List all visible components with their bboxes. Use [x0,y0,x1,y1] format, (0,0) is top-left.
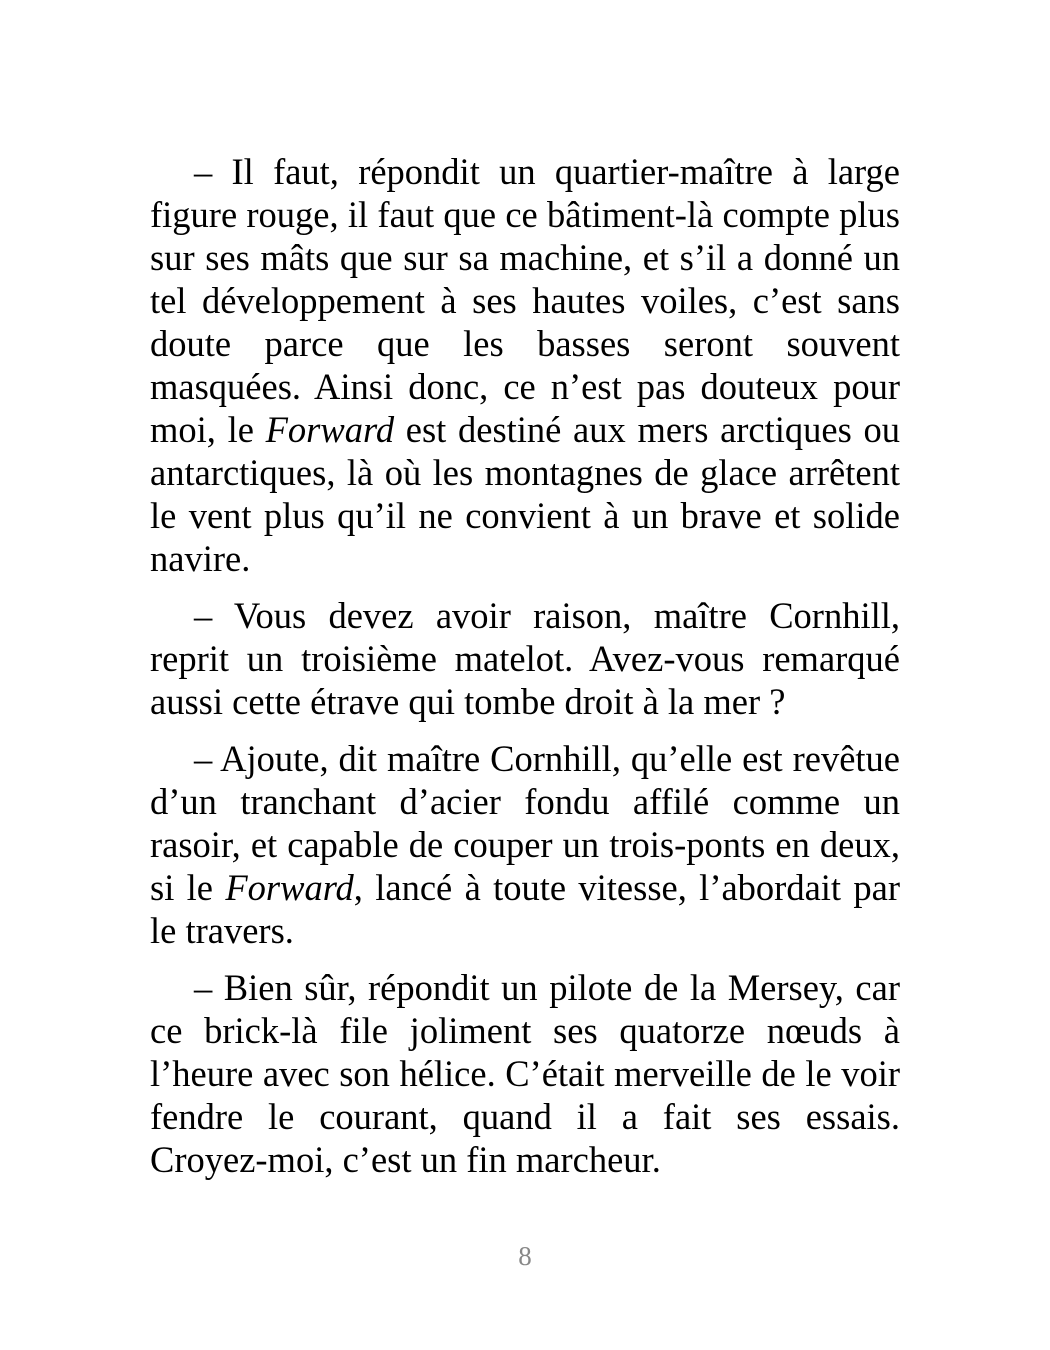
body-text [150,150,900,1181]
ship-name: Forward [225,867,354,908]
paragraph-text: – Bien sûr, répondit un pilote de la Mersey, car ce brick-là file joliment ses quatorze nœuds à l’heure avec son hélice. C’était merveille de le voir fendre le courant, quand il a fait ses essais. Croyez-moi, c’est un fin marcheur. [150,967,900,1180]
paragraph-text: est destiné aux mers arctiques ou antarctiques, là où les montagnes de glace arrêtent le vent plus qu’il ne convient à un brave et solide navire. [150,409,901,579]
paragraph [150,737,900,952]
paragraph-text: – Il faut, répondit un quartier-maître à large figure rouge, il faut que ce bâtiment-là compte plus sur ses mâts que sur sa machine, et s’il a donné un tel développement à ses hautes voiles, c’est sans doute parce que les basses seront souvent masquées. Ainsi donc, ce n’est pas douteux pour moi, le [150,151,900,450]
paragraph-text: – Vous devez avoir raison, maître Cornhill, reprit un troisième matelot. Avez-vous remarqué aussi cette étrave qui tombe droit à la mer ? [150,595,900,722]
paragraph-text: , lancé à toute vitesse, l’abordait par le travers. [150,867,900,951]
page-number: 8 [518,1241,532,1271]
paragraph [150,150,900,580]
paragraph [150,966,900,1181]
ship-name: Forward [265,409,395,450]
paragraph-text: – Ajoute, dit maître Cornhill, qu’elle est revêtue d’un tranchant d’acier fondu affilé comme un rasoir, et capable de couper un trois-ponts en deux, si le [150,738,900,908]
paragraph [150,594,900,723]
